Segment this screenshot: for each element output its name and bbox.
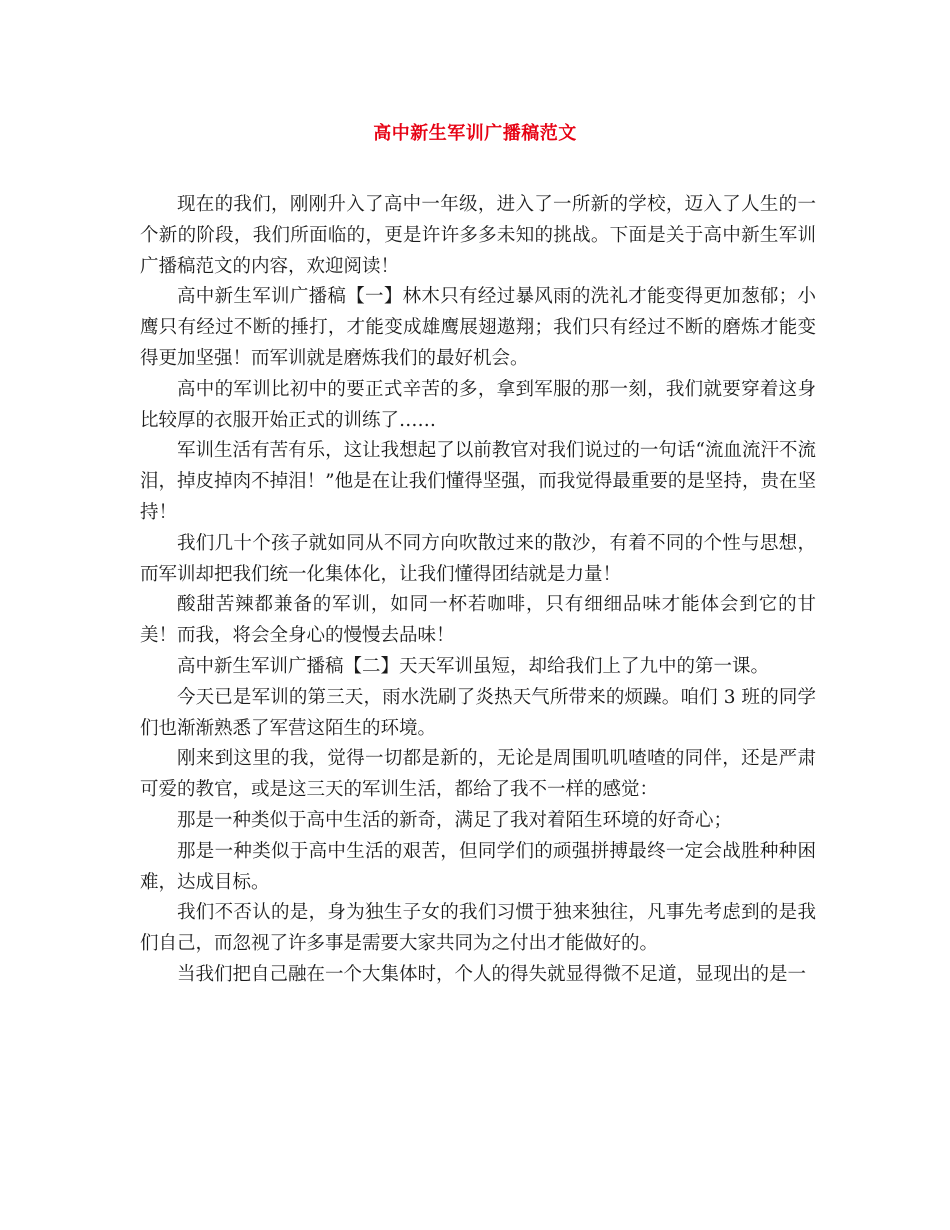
paragraph: 那是一种类似于高中生活的艰苦，但同学们的顽强拼搏最终一定会战胜种种困难，达成目标。 xyxy=(140,840,816,893)
paragraph: 当我们把自己融在一个大集体时，个人的得失就显得微不足道，显现出的是一 xyxy=(177,963,807,985)
paragraph: 高中的军训比初中的要正式辛苦的多，拿到军服的那一刻，我们就要穿着这身比较厚的衣服开始正式的训练了…… xyxy=(140,378,816,431)
paragraph: 军训生活有苦有乐，这让我想起了以前教官对我们说过的一句话“流血流汗不流泪，掉皮掉肉不掉泪！”他是在让我们懂得坚强，而我觉得最重要的是坚持，贵在坚持！ xyxy=(140,440,816,523)
paragraph: 刚来到这里的我，觉得一切都是新的，无论是周围叽叽喳喳的同伴，还是严肃可爱的教官，或是这三天的军训生活，都给了我不一样的感觉： xyxy=(140,748,816,801)
paragraph: 高中新生军训广播稿【二】天天军训虽短，却给我们上了九中的第一课。 xyxy=(177,655,770,677)
paragraph: 我们几十个孩子就如同从不同方向吹散过来的散沙，有着不同的个性与思想，而军训却把我们统一化集体化，让我们懂得团结就是力量！ xyxy=(140,532,816,585)
paragraph: 高中新生军训广播稿【一】林木只有经过暴风雨的洗礼才能变得更加葱郁；小鹰只有经过不断的捶打，才能变成雄鹰展翅遨翔；我们只有经过不断的磨炼才能变得更加坚强！而军训就是磨炼我们的最好机会。 xyxy=(140,286,816,369)
paragraph: 现在的我们，刚刚升入了高中一年级，进入了一所新的学校，迈入了人生的一个新的阶段，我们所面临的，更是许许多多未知的挑战。下面是关于高中新生军训广播稿范文的内容，欢迎阅读！ xyxy=(140,194,816,277)
paragraph: 我们不否认的是，身为独生子女的我们习惯于独来独往，凡事先考虑到的是我们自己，而忽视了许多事是需要大家共同为之付出才能做好的。 xyxy=(140,902,816,955)
paragraph: 那是一种类似于高中生活的新奇，满足了我对着陌生环境的好奇心； xyxy=(177,809,733,831)
document-title: 高中新生军训广播稿范文 xyxy=(373,123,577,144)
document-body xyxy=(140,190,816,991)
paragraph: 今天已是军训的第三天，雨水洗刷了炎热天气所带来的烦躁。咱们 3 班的同学们也渐渐熟悉了军营这陌生的环境。 xyxy=(140,686,816,739)
paragraph: 酸甜苦辣都兼备的军训，如同一杯若咖啡，只有细细品味才能体会到它的甘美！而我，将会全身心的慢慢去品味！ xyxy=(140,594,816,647)
